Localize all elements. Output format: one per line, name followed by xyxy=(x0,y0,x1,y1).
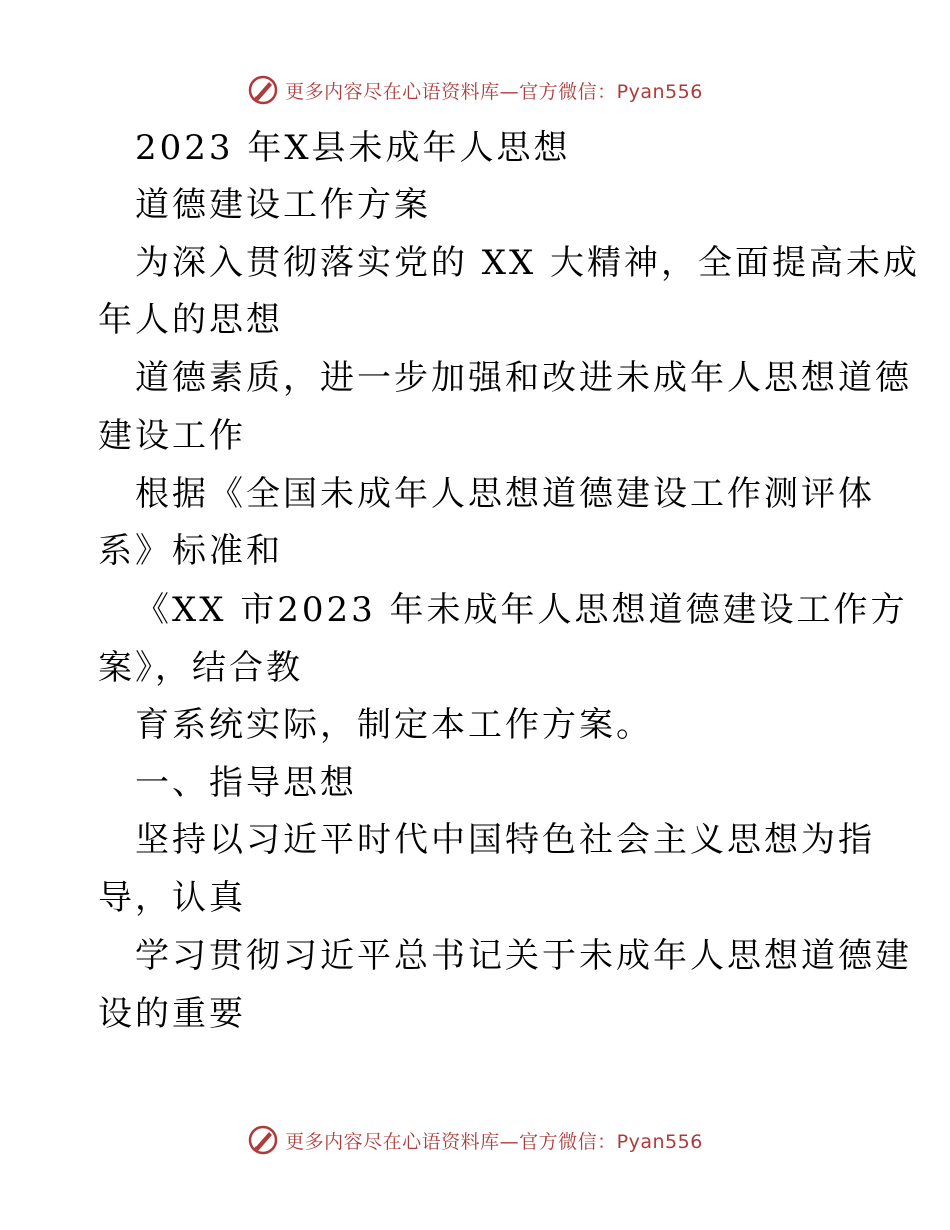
doc-line: 为深入贯彻落实党的 XX 大精神，全面提高未成 xyxy=(135,243,921,283)
doc-line: 系》标准和 xyxy=(98,531,283,571)
doc-line: 一、指导思想 xyxy=(135,763,357,803)
doc-line: 道德建设工作方案 xyxy=(135,185,431,225)
doc-line: 《XX 市2023 年未成年人思想道德建设工作方 xyxy=(135,590,908,630)
doc-line: 导，认真 xyxy=(98,878,246,918)
watermark-text: 更多内容尽在心语资料库—官方微信：Pyan556 xyxy=(285,1130,703,1153)
doc-line: 坚持以习近平时代中国特色社会主义思想为指 xyxy=(135,820,875,860)
doc-line: 道德素质，进一步加强和改进未成年人思想道德 xyxy=(135,358,912,398)
doc-line: 建设工作 xyxy=(98,416,246,456)
doc-line: 年人的思想 xyxy=(98,300,283,340)
pen-logo-icon xyxy=(247,1124,279,1156)
doc-line: 学习贯彻习近平总书记关于未成年人思想道德建 xyxy=(135,936,912,976)
watermark-text: 更多内容尽在心语资料库—官方微信：Pyan556 xyxy=(285,80,703,103)
footer-watermark xyxy=(0,1120,950,1160)
doc-line: 案》，结合教 xyxy=(98,648,303,688)
doc-line: 设的重要 xyxy=(98,994,246,1034)
doc-line: 育系统实际，制定本工作方案。 xyxy=(135,705,653,745)
doc-line: 根据《全国未成年人思想道德建设工作测评体 xyxy=(135,474,875,514)
doc-line: 2023 年X县未成年人思想 xyxy=(135,128,571,168)
